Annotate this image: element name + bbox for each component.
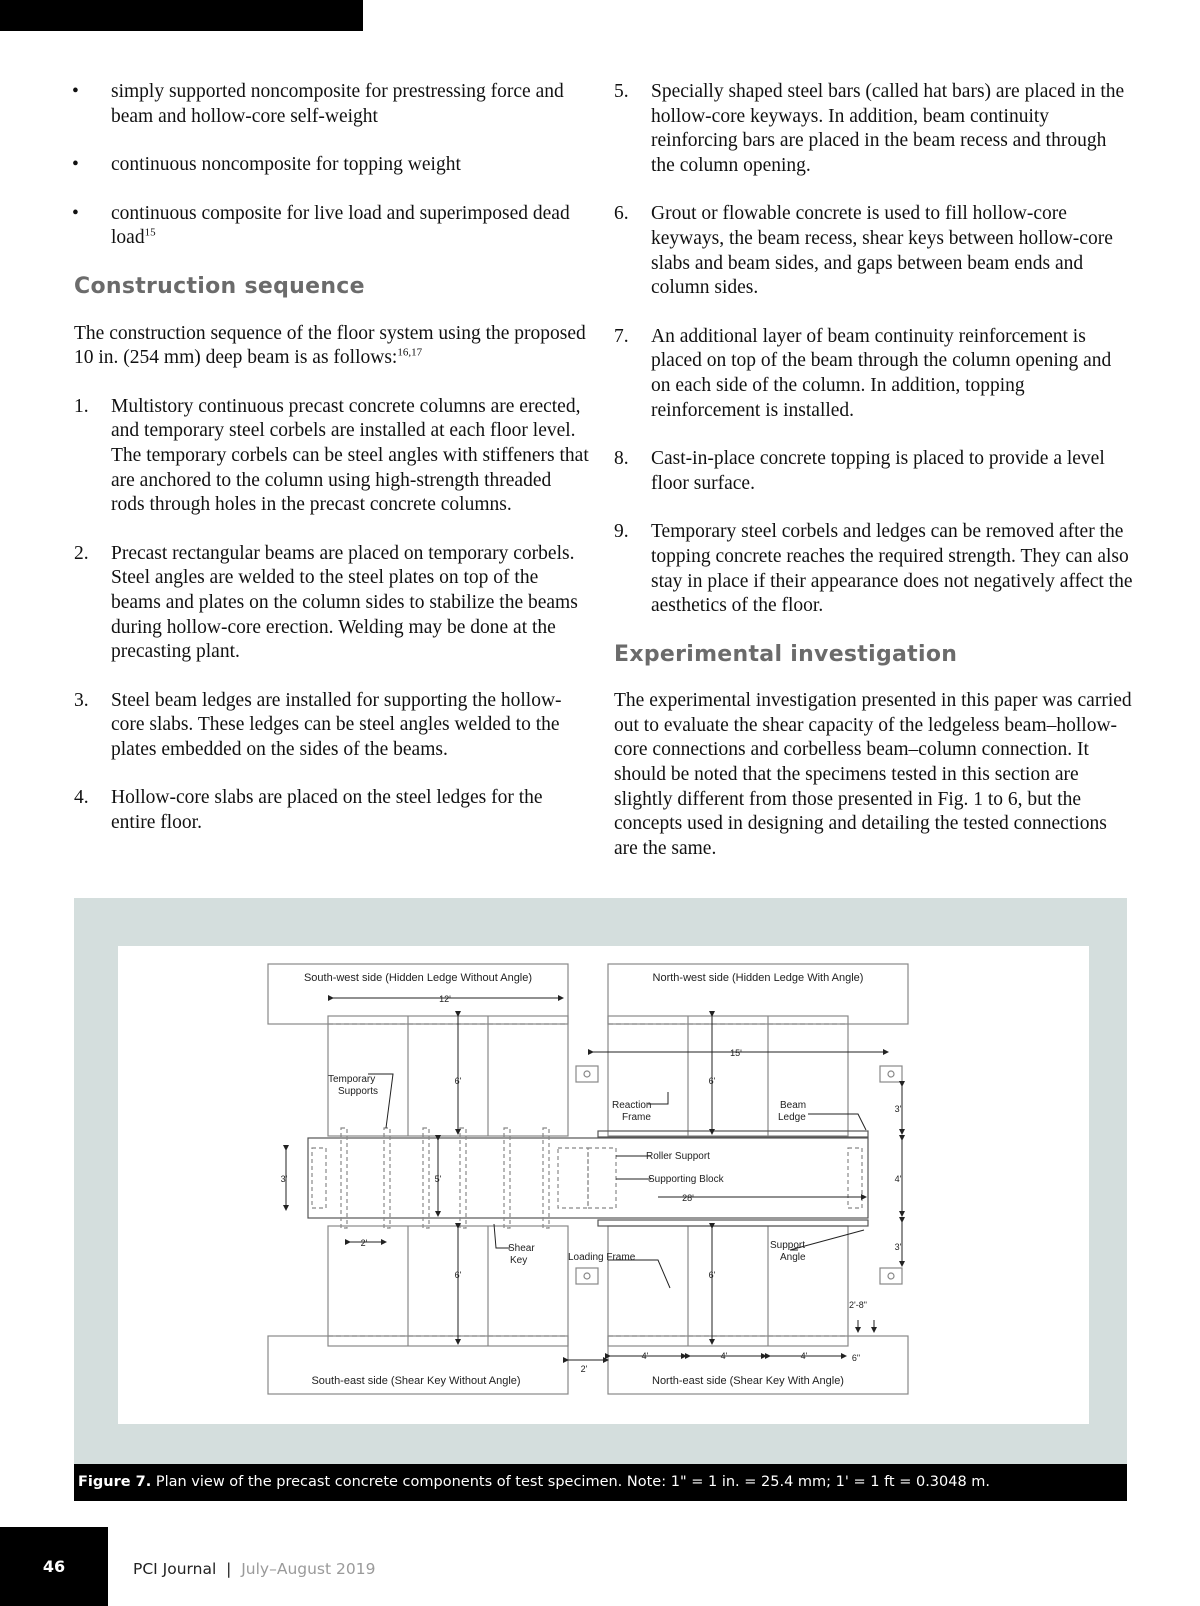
dimension-label: 6' (454, 1270, 462, 1280)
list-item: 9. Temporary steel corbels and ledges can be removed after the topping concrete reaches the required strength. They can also stay in place if their appearance does not negatively affect the aesthetics of the floor. (614, 521, 1133, 617)
support-angle-label: Support (770, 1240, 806, 1251)
list-item: 5. Specially shaped steel bars (called hat bars) are placed in the hollow-core keyways. In addition, beam continuity reinforcing bars are placed in the beam recess and through the column opening. (614, 81, 1125, 176)
figure-panel (118, 946, 1089, 1424)
dimension-label: 4' (800, 1351, 808, 1361)
supporting-block-label: Supporting Block (648, 1174, 724, 1185)
dimension-label: 5' (434, 1174, 442, 1184)
section-heading: Experimental investigation (614, 641, 958, 667)
dimension-label: 2'-8" (849, 1300, 867, 1310)
dimension-label: 3' (894, 1104, 902, 1114)
dimension-label: 2' (580, 1364, 588, 1374)
section-heading: Construction sequence (74, 273, 365, 299)
dimension-label: 3' (894, 1242, 902, 1252)
ne-label: North-east side (Shear Key With Angle) (652, 1375, 844, 1387)
nw-label: North-west side (Hidden Ledge With Angle) (652, 972, 864, 984)
support-angle-strip (598, 1220, 868, 1226)
list-item: 7. An additional layer of beam continuity reinforcement is placed on top of the beam through the column opening and on each side of the column. In addition, topping reinforcement is installed. (614, 325, 1112, 421)
reaction-frame-label: Frame (622, 1112, 651, 1123)
footer-separator: | (216, 1560, 242, 1578)
temporary-supports-label: Supports (338, 1086, 379, 1097)
reaction-frame-plate (576, 1066, 598, 1082)
dimension-label: 6' (454, 1076, 462, 1086)
sw-label: South-west side (Hidden Ledge Without Angle) (303, 972, 533, 984)
list-item: 2. Precast rectangular beams are placed on temporary corbels. Steel angles are welded to the steel plates on top of the beams and plates on the column sides to stabilize the beams during hollow-core erection. Welding may be done at the precasting plant. (74, 542, 578, 663)
footer (133, 1560, 375, 1578)
page-number: 46 (0, 1527, 108, 1606)
dimension-label: 3' (280, 1174, 288, 1184)
dimension-label: 12' (439, 994, 451, 1004)
dimension-label: 4' (641, 1351, 649, 1361)
dimension-label: 6' (708, 1076, 716, 1086)
plan-view-diagram (118, 946, 1089, 1424)
reaction-frame-label: Reaction (612, 1100, 652, 1111)
temporary-support (341, 1128, 347, 1228)
dimension-label: 28' (682, 1193, 694, 1203)
dimension-label: 4' (720, 1351, 728, 1361)
list-item: 8. Cast-in-place concrete topping is placed to provide a level floor surface. (614, 448, 1105, 494)
bullet-item: • simply supported noncomposite for prestressing force and beam and hollow-core self-weight (72, 81, 564, 127)
reference-sup: 16,17 (397, 346, 423, 359)
dimension-label: 15' (730, 1048, 742, 1058)
loading-frame-label: Loading Frame (568, 1252, 636, 1263)
dimension-label: 2' (360, 1238, 368, 1248)
support-angle-label: Angle (780, 1252, 806, 1263)
se-label: South-east side (Shear Key Without Angle) (311, 1375, 521, 1387)
paragraph: The construction sequence of the floor system using the proposed 10 in. (254 mm) deep beam is as follows:$^{16,17}$ (74, 322, 586, 369)
dimension-label: 4' (894, 1174, 902, 1184)
bullet-item: • continuous composite for live load and superimposed dead load$^{15}$ (72, 202, 570, 249)
list-item: 6. Grout or flowable concrete is used to fill hollow-core keyways, the beam recess, shear keys between hollow-core slabs and beam sides, and gaps between beam ends and column sides. (614, 203, 1113, 299)
reference-sup: 15 (144, 226, 156, 239)
figure-caption: Figure 7. Plan view of the precast concrete components of test specimen. Note: 1" = 1 in. = 25.4 mm; 1' = 1 ft = 0.3048 m. (74, 1464, 1127, 1501)
header-bar (0, 0, 363, 31)
bullet-item: • continuous noncomposite for topping weight (72, 154, 461, 176)
figure-frame (74, 898, 1127, 1464)
dimension-label: 6' (708, 1270, 716, 1280)
list-item: 4. Hollow-core slabs are placed on the steel ledges for the entire floor. (74, 787, 543, 834)
dimension-label: 6" (851, 1353, 861, 1363)
roller-support-label: Roller Support (646, 1151, 710, 1162)
paragraph: The experimental investigation presented in this paper was carried out to evaluate the shear capacity of the ledgeless beam–hollow-core connections and corbelless beam–column connection. It should be noted that the specimens tested in this section are slightly different from those presented in Fig. 1 to 6, but the concepts used in designing and detailing the tested connections are the same. (614, 690, 1132, 859)
temporary-supports-label: Temporary (328, 1074, 376, 1085)
shear-key-label: Key (510, 1255, 528, 1266)
left-column (74, 80, 589, 860)
supporting-block (558, 1148, 588, 1208)
list-item: 3. Steel beam ledges are installed for supporting the hollow-core slabs. These ledges can be steel angles welded to the plates embedded on the sides of the beams. (74, 689, 562, 760)
list-item: 1. Multistory continuous precast concrete columns are erected, and temporary steel corbels are installed at each floor level. The temporary corbels can be steel angles with stiffeners that are anchored to the column using high-strength threaded rods through holes in the precast concrete columns. (74, 395, 589, 516)
beam-ledge-label: Beam (780, 1100, 807, 1111)
issue-date: July–August 2019 (241, 1560, 376, 1578)
shear-key-label: Shear (508, 1243, 535, 1254)
loading-frame-plate (576, 1268, 598, 1284)
right-column (614, 80, 1134, 885)
beam-ledge-label: Ledge (778, 1112, 806, 1123)
journal-name: PCI Journal (133, 1560, 217, 1578)
